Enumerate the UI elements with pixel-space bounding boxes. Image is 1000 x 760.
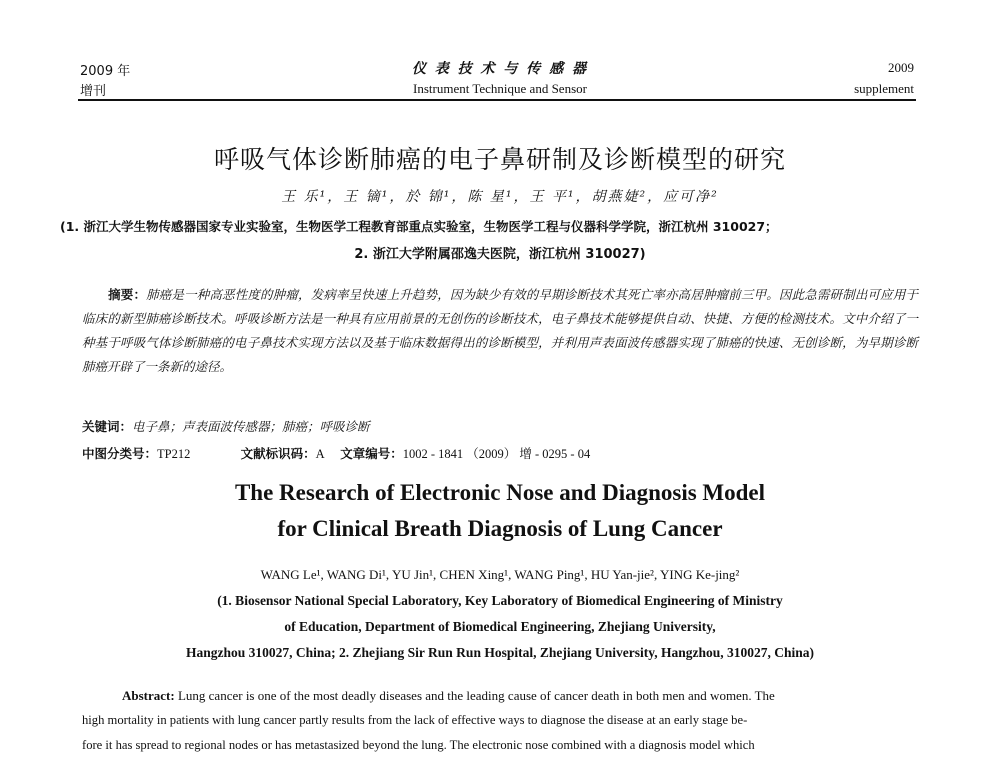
affiliation-cn-line1: (1. 浙江大学生物传感器国家专业实验室，生物医学工程教育部重点实验室，生物医学工程与仪器科学学院，浙江杭州 310027； (60, 219, 778, 234)
article-no-value: 1002 - 1841 （2009） 增 - 0295 - 04 (402, 447, 591, 461)
keywords-cn (82, 417, 370, 435)
doc-code-value: A (315, 447, 324, 461)
clc-label: 中图分类号： (82, 446, 158, 461)
abstract-en-line2: high mortality in patients with lung cancer partly results from the lack of effective ways to diagnose the disease at an early stage be- (82, 713, 748, 727)
authors-cn: 王 乐¹，王 镝¹，於 锦¹，陈 星¹，王 平¹，胡燕婕²，应可净² (281, 189, 719, 205)
abstract-en-label: Abstract: (122, 688, 175, 703)
paper-title-en-line1: The Research of Electronic Nose and Diagnosis Model (234, 480, 766, 505)
abstract-en-line1 (122, 683, 922, 708)
affiliation-cn-line2: 2. 浙江大学附属邵逸夫医院，浙江杭州 310027) (354, 247, 646, 262)
paper-title-cn: 呼吸气体诊断肺癌的电子鼻研制及诊断模型的研究 (213, 145, 786, 174)
affiliation-en-line1: (1. Biosensor National Special Laboratory, Key Laboratory of Biomedical Engineering of Ministry (217, 593, 783, 608)
journal-title-en: Instrument Technique and Sensor (413, 81, 587, 96)
paper-title-en-line2: for Clinical Breath Diagnosis of Lung Cancer (277, 516, 723, 541)
header-year-right: 2009 (888, 60, 914, 75)
abstract-cn (82, 283, 918, 379)
keywords-cn-label: 关键词： (82, 419, 133, 434)
affiliation-en-line3: Hangzhou 310027, China; 2. Zhejiang Sir Run Run Hospital, Zhejiang University, Hangzhou, 310027, China) (186, 645, 814, 660)
header-rule (78, 99, 916, 101)
authors-en: WANG Le¹, WANG Di¹, YU Jin¹, CHEN Xing¹, WANG Ping¹, HU Yan-jie², YING Ke-jing² (260, 567, 740, 582)
header-issue-right: supplement (854, 81, 914, 96)
doc-code-label: 文献标识码： (240, 446, 316, 461)
classification-line (82, 444, 590, 462)
keywords-cn-text: 电子鼻；声表面波传感器；肺癌；呼吸诊断 (132, 419, 370, 434)
header-issue-left: 增刊 (80, 84, 107, 99)
abstract-cn-text: 肺癌是一种高恶性度的肿瘤，发病率呈快速上升趋势，因为缺少有效的早期诊断技术其死亡率亦高居肿瘤前三甲。因此急需研制出可应用于临床的新型肺癌诊断技术。呼吸诊断方法是一种具有应用前景的无创伤的诊断技术，电子鼻技术能够提供自动、快捷、方便的检测技术。文中介绍了一种基于呼吸气体诊断肺癌的电子鼻技术实现方法以及基于临床数据得出的诊断模型，并利用声表面波传感器实现了肺癌的快速、无创诊断，为早期诊断肺癌开辟了一条新的途径。 (82, 287, 918, 374)
abstract-cn-label: 摘要： (108, 287, 147, 302)
journal-title-cn: 仪 表 技 术 与 传 感 器 (411, 61, 589, 77)
header-year-left: 2009 年 (80, 64, 131, 79)
article-no-label: 文章编号： (340, 446, 403, 461)
affiliation-en-line2: of Education, Department of Biomedical Engineering, Zhejiang University, (284, 619, 716, 634)
clc-value: TP212 (157, 447, 191, 461)
abstract-en-line3: fore it has spread to regional nodes or has metastasized beyond the lung. The electronic nose combined with a diagnosis model which (82, 738, 755, 752)
abstract-en-text-1: Lung cancer is one of the most deadly diseases and the leading cause of cancer death in both men and women. The (177, 688, 775, 703)
